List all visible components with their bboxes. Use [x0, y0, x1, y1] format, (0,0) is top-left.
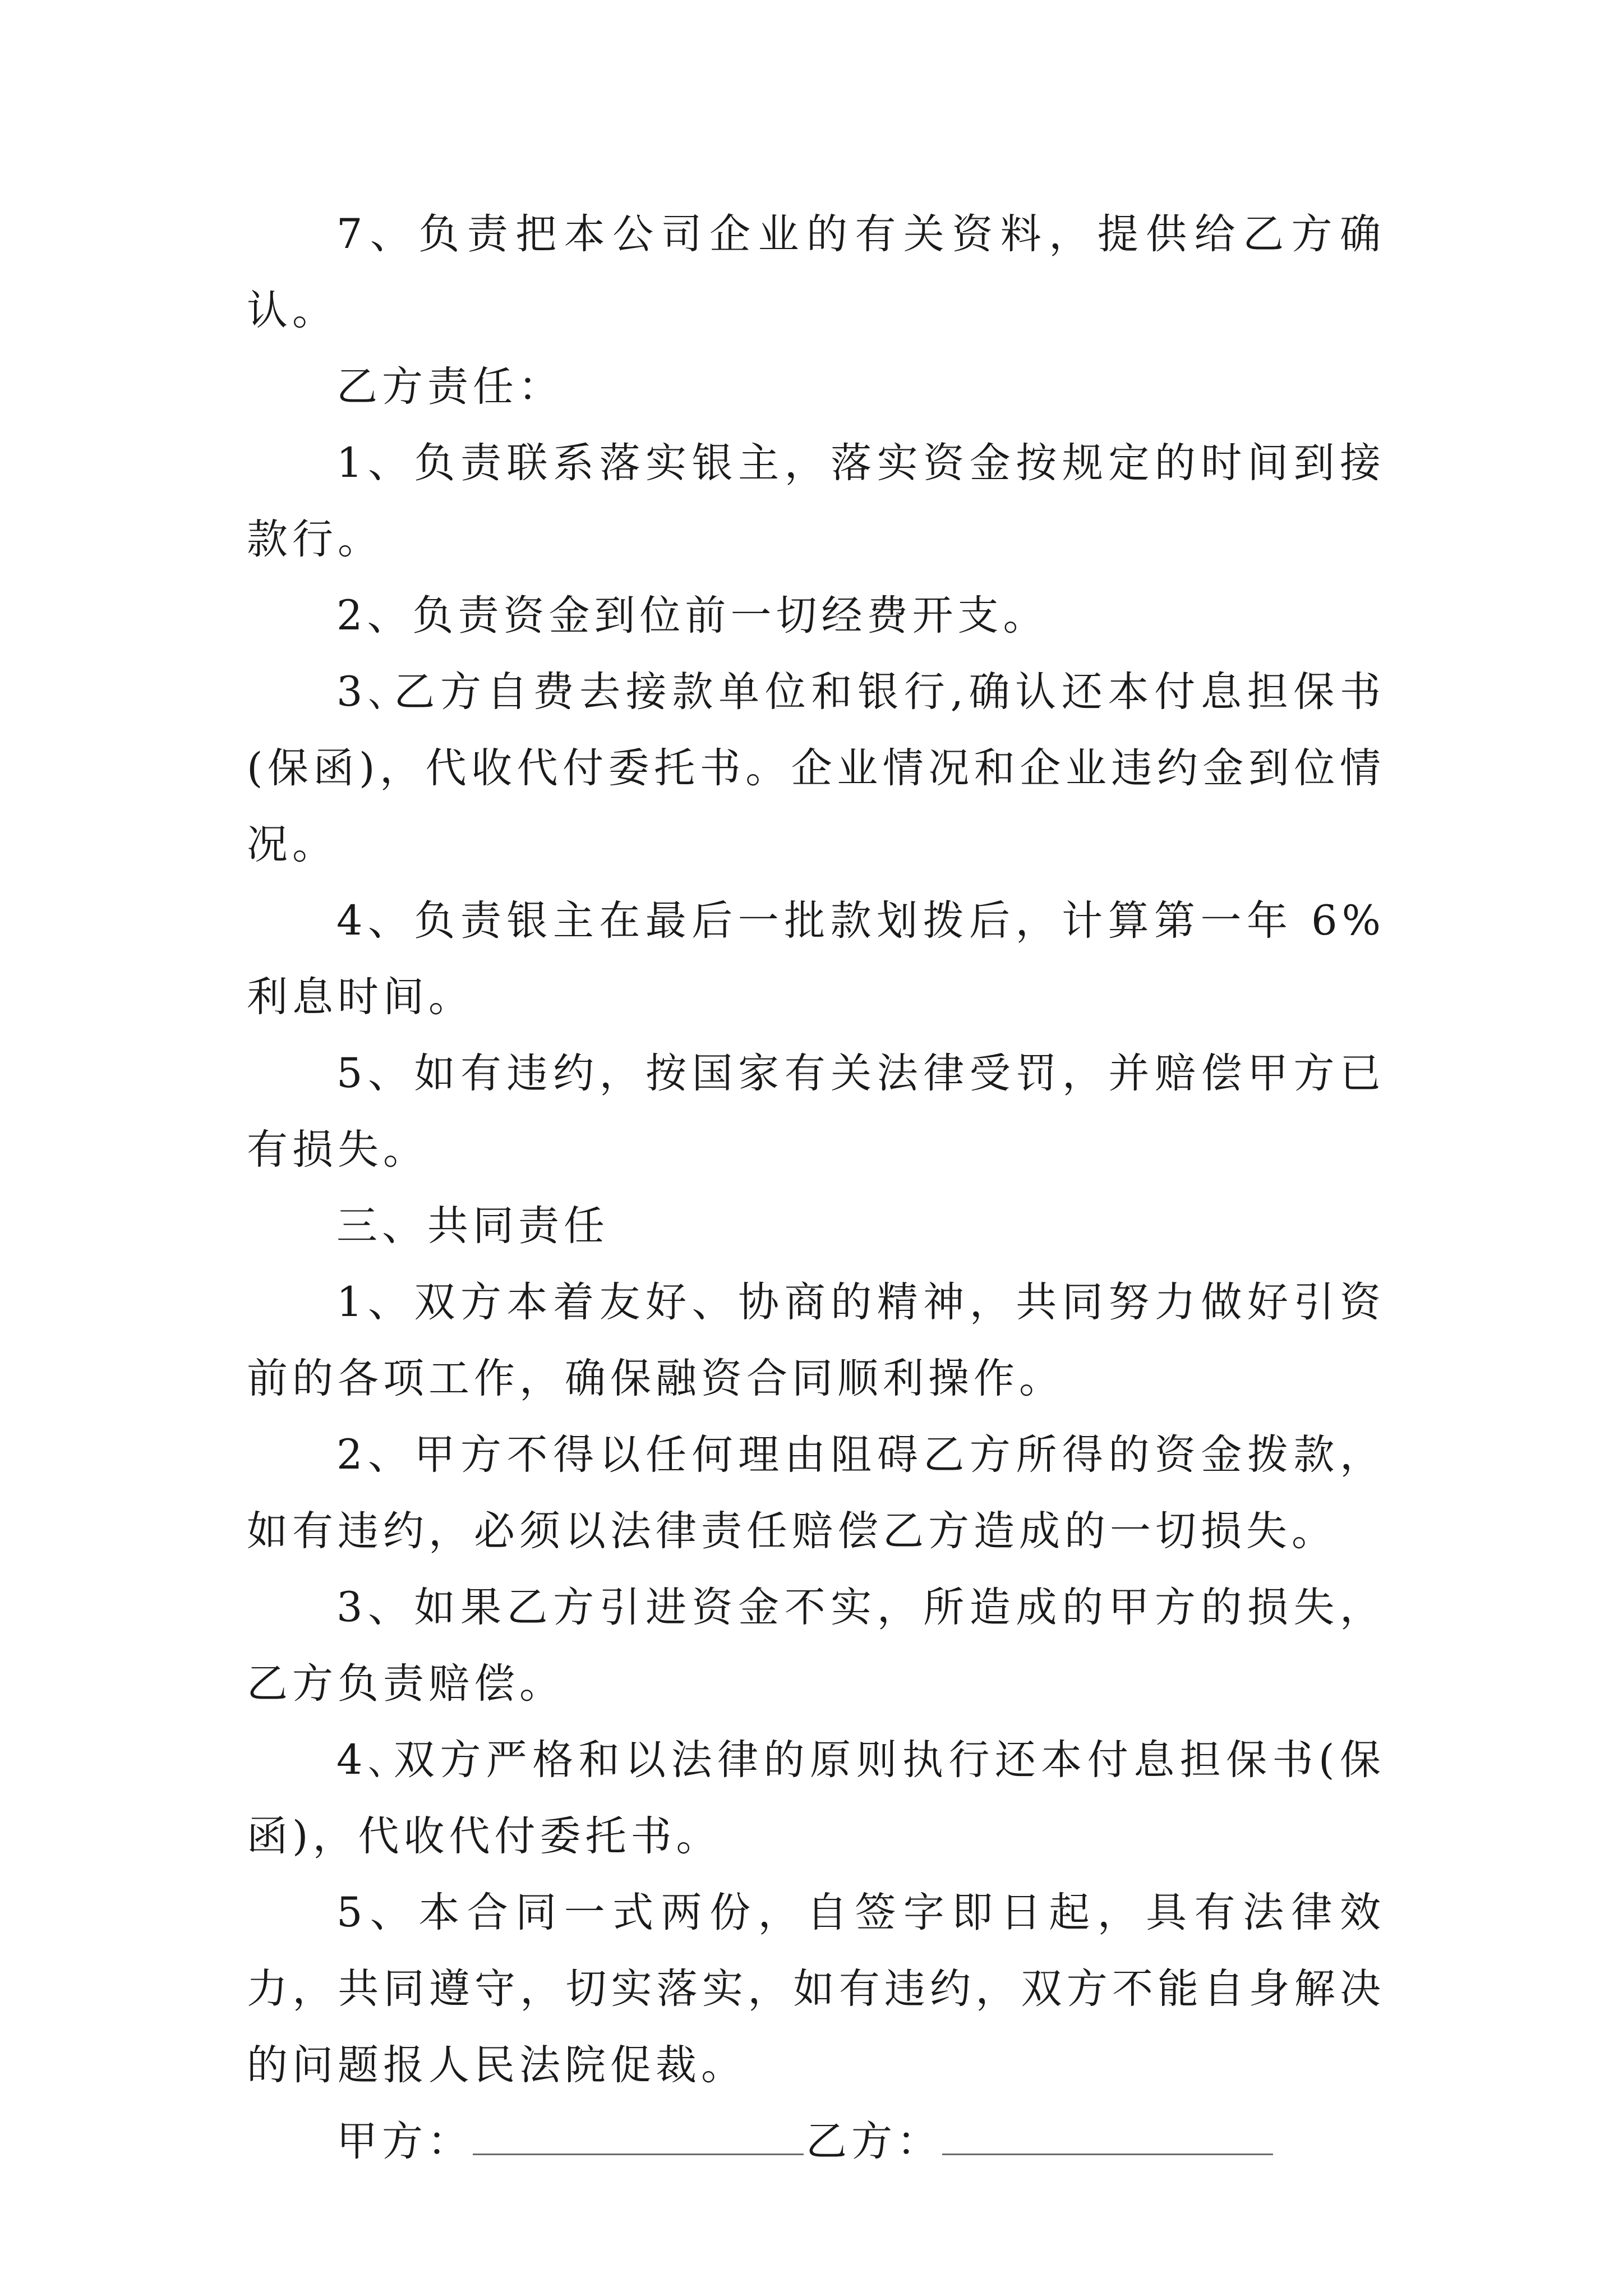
clause-a-7: 7、负责把本公司企业的有关资料，提供给乙方确认。: [247, 210, 1385, 334]
clause-joint-3: 3、如果乙方引进资金不实，所造成的甲方的损失，乙方负责赔偿。: [247, 1584, 1385, 1708]
clause-joint-4: 4､双方严格和以法律的原则执行还本付息担保书(保函)，代收代付委托书。: [247, 1736, 1385, 1860]
signature-row: [247, 2104, 1385, 2180]
party-b-signature-line: [942, 2152, 1273, 2155]
clause-b-5: 5、如有违约，按国家有关法律受罚，并赔偿甲方已有损失。: [247, 1050, 1385, 1174]
section-heading-party-b: 乙方责任：: [336, 363, 564, 411]
clause-joint-1: 1、双方本着友好、协商的精神，共同努力做好引资前的各项工作，确保融资合同顺利操作。: [247, 1278, 1385, 1402]
clause-b-3: 3､乙方自费去接款单位和银行,确认还本付息担保书(保函)，代收代付委托书。企业情况和企业违约金到位情况。: [247, 668, 1385, 868]
clause-joint-5: 5、本合同一式两份，自签字即日起，具有法律效力，共同遵守，切实落实，如有违约，双方不能自身解决的问题报人民法院促裁。: [247, 1889, 1385, 2089]
clause-joint-2: 2、甲方不得以任何理由阻碍乙方所得的资金拨款，如有违约，必须以法律责任赔偿乙方造成的一切损失。: [247, 1431, 1385, 1555]
contract-body: [247, 196, 1385, 2180]
party-b-label: 乙方：: [806, 2118, 942, 2165]
clause-b-1: 1、负责联系落实银主，落实资金按规定的时间到接款行。: [247, 439, 1385, 563]
party-a-label: 甲方：: [336, 2118, 473, 2165]
section-heading-joint: 三、共同责任: [336, 1202, 609, 1250]
party-a-signature-line: [473, 2152, 804, 2155]
clause-b-4: 4、负责银主在最后一批款划拨后，计算第一年 6%利息时间。: [247, 897, 1385, 1021]
clause-b-2: 2、负责资金到位前一切经费开支。: [336, 592, 1049, 639]
